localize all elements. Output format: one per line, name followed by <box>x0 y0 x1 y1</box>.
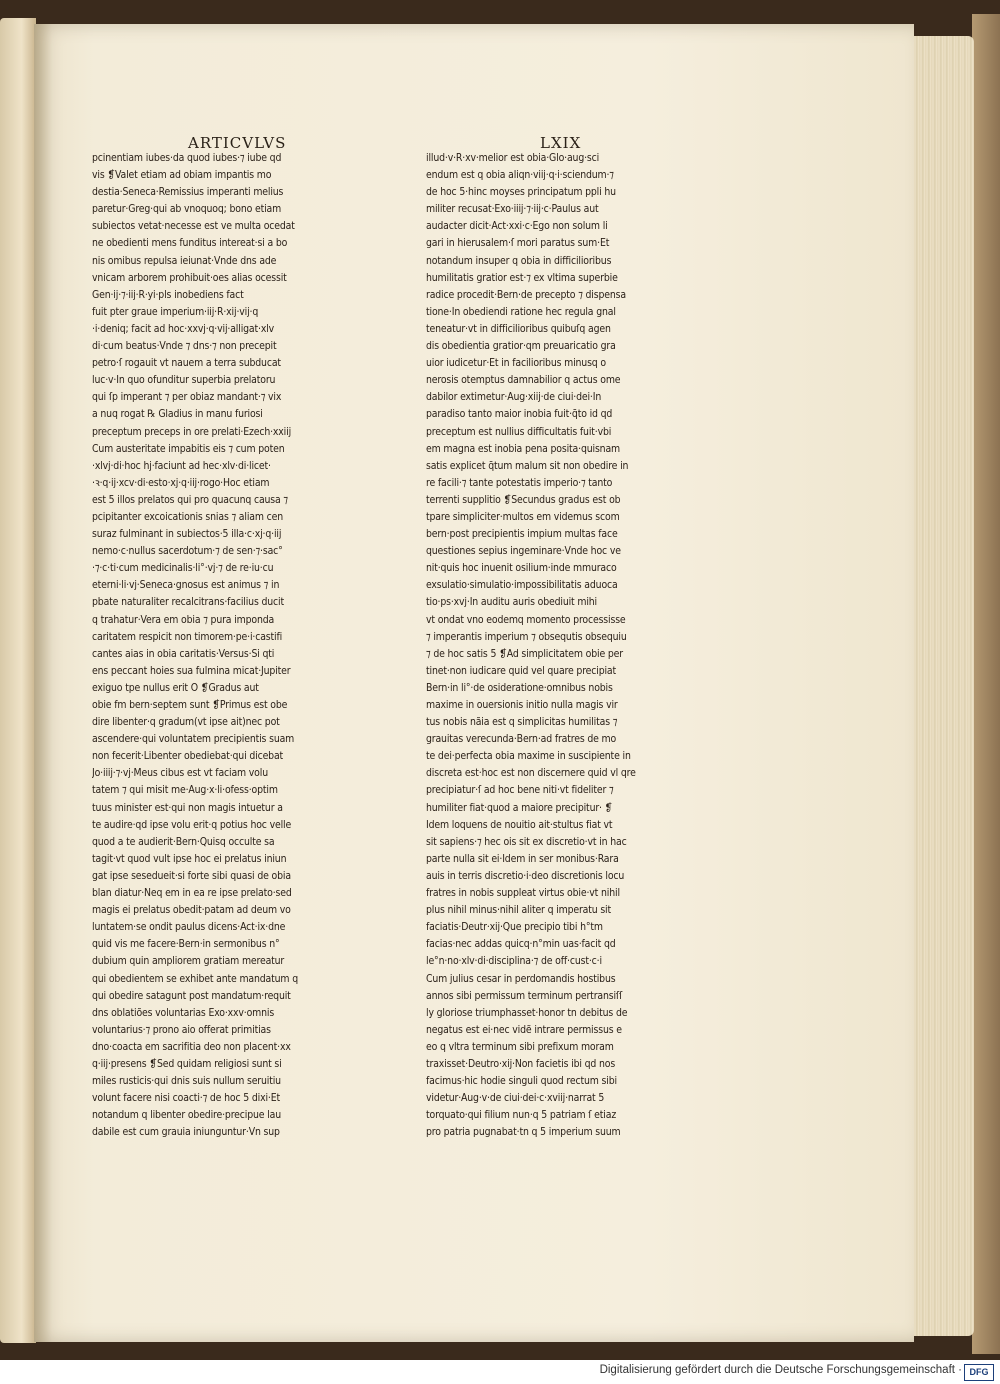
text-line: q·iij·presens ❡Sed quidam religiosi sunt si <box>92 1057 282 1070</box>
text-line: quid vis me facere·Bern·in sermonibus n° <box>92 938 280 951</box>
text-line: teneatur·vt in difficilioribus quibuſq agen <box>426 322 611 335</box>
text-line: cantes aias in obia caritatis·Versus·Si qti <box>92 647 275 660</box>
text-line: dabilor extimetur·Aug·xiij·de ciui·dei·In <box>426 391 602 404</box>
text-line: luntatem·se ondit paulus dicens·Act·ix·dne <box>92 921 286 934</box>
text-line: nit·quis hoc inuenit osilium·inde mmuraco <box>426 562 617 575</box>
text-line: non fecerit·Libenter obediebat·qui dicebat <box>92 750 284 763</box>
text-line: eterni·li·vj·Seneca·gnosus est animus ⁊ in <box>92 579 280 592</box>
text-line: facias·nec addas quicq·n°min uas·facit qd <box>426 938 616 951</box>
text-line: te audire·qd ipse volu erit·q potius hoc velle <box>92 818 292 831</box>
text-line: annos sibi permissum terminum pertransiſſ <box>426 989 623 1002</box>
text-line: preceptum est nullius difficultatis fuit·vbi <box>426 425 612 438</box>
text-line: miles rusticis·qui dnis suis nullum seruitiu <box>92 1075 281 1088</box>
text-line: suraz fulminant in subiectos·5 illa·c·xj·q·iij <box>92 528 282 541</box>
text-line: humiliter fiat·quod a maiore precipitur· ❡ <box>426 801 613 814</box>
text-line: ·xlvj·di·hoc hj·faciunt ad hec·xlv·di·licet· <box>92 459 271 472</box>
left-text-column <box>92 150 352 1141</box>
text-line: gari in hierusalem·ſ mori paratus sum·Et <box>426 237 610 250</box>
text-line: quod a te audierit·Bern·Quisq occulte sa <box>92 835 275 848</box>
text-line: luc·v·In quo ofunditur superbia prelatoru <box>92 374 276 387</box>
text-line: traxisset·Deutro·xij·Non facietis ibi qd nos <box>426 1057 616 1070</box>
text-line: em magna est inobia pena posita·quisnam <box>426 442 620 455</box>
text-line: dns oblatiões voluntarias Exo·xxv·omnis <box>92 1006 275 1019</box>
text-line: voluntarius·⁊ prono aio offerat primitias <box>92 1023 271 1036</box>
text-line: le°n·no·xlv·di·disciplina·⁊ de off·cust·c·i <box>426 955 602 968</box>
text-line: dubium quin ampliorem gratiam mereatur <box>92 955 285 968</box>
text-line: torquato·qui filium nun·q 5 patriam ſ etiaz <box>426 1109 617 1122</box>
text-line: pbate naturaliter recalcitrans·facilius ducit <box>92 596 285 609</box>
text-line: qui obedientem se exhibet ante mandatum q <box>92 972 298 985</box>
text-line: qui obedire satagunt post mandatum·requit <box>92 989 291 1002</box>
text-line: re facili·⁊ tante potestatis imperio·⁊ tanto <box>426 476 613 489</box>
text-line: maxime in ouersionis initio nulla magis vir <box>426 699 618 711</box>
text-line: tione·In obediendi ratione hec regula gnal <box>426 305 616 318</box>
text-line: caritatem respicit non timorem·pe·i·castifi <box>92 630 283 643</box>
text-line: preceptum preceps in ore prelati·Ezech·xxiij <box>92 425 292 438</box>
text-line: vt ondat vno eodemq momento processisse <box>426 613 626 626</box>
text-line: ·⁊·c·ti·cum medicinalis·li°·vj·⁊ de re·iu·cu <box>92 562 274 575</box>
text-line: auis in terris discretio·i·deo discretionis locu <box>426 869 625 882</box>
text-line: ·i·deniq; facit ad hoc·xxvj·q·vij·alligat·xlv <box>92 322 275 335</box>
text-line: parte nulla sit ei·Idem in ser monibus·Rara <box>426 852 619 865</box>
text-line: grauitas verecunda·Bern·ad fratres de mo <box>426 733 617 746</box>
text-line: exiguo tpe nullus erit O ❡Gradus aut <box>92 681 259 694</box>
text-line: qui ſp imperant ⁊ per obiaz mandant·⁊ vix <box>92 391 282 404</box>
text-line: ens peccant hoies sua fulmina micat·Jupiter <box>92 664 291 677</box>
text-line: sit sapiens·⁊ hec ois sit ex discretio·vt in hac <box>426 835 627 848</box>
text-line: exsulatio·simulatio·impossibilitatis aduoca <box>426 579 618 592</box>
text-line: audacter dicit·Act·xxi·c·Ego non solum li <box>426 220 608 233</box>
folio-number: LXIX <box>540 134 582 152</box>
text-line: dis obedientia gratior·qm preuaricatio gra <box>426 340 616 353</box>
text-line: nerosis otemptus damnabilior q actus ome <box>426 374 621 387</box>
text-line: questiones sepius ingeminare·Vnde hoc ve <box>426 545 621 558</box>
text-line: blan diatur·Neq em in ea re ipse prelato·sed <box>92 887 292 900</box>
text-line: ly gloriose triumphasset·honor tn debitus de <box>426 1006 628 1019</box>
text-line: Idem loquens de nouitio ait·stultus fiat vt <box>426 818 613 831</box>
text-line: eo q vltra terminum sibi prefixum moram <box>426 1040 614 1053</box>
text-line: Cum julius cesar in perdomandis hostibus <box>426 972 616 985</box>
text-line: militer recusat·Exo·iiij·⁊·iij·c·Paulus aut <box>426 203 599 216</box>
text-line: fuit pter graue imperium·iij·R·xij·vij·q <box>92 305 259 318</box>
text-line: tio·ps·xvj·In auditu auris obediuit mihi <box>426 596 597 609</box>
text-line: Gen·ij·⁊·iij·R·yi·pls inobediens fact <box>92 288 244 301</box>
text-line: uior iudicetur·Et in facilioribus minusq o <box>426 357 606 370</box>
text-line: notandum insuper q obia in difficilioribus <box>426 254 612 267</box>
text-line: notandum q libenter obedire·precipue lau <box>92 1109 281 1122</box>
footer-credit: Digitalisierung gefördert durch die Deutsche Forschungsgemeinschaft · <box>599 1364 962 1376</box>
text-line: negatus est ei·nec vidẽ intrare permissus e <box>426 1023 622 1036</box>
text-line: dire libenter·q gradum(vt ipse ait)nec pot <box>92 716 280 729</box>
text-line: discreta est·hoc est non discernere quid vl qre <box>426 767 636 780</box>
text-line: a nuq rogat ℞ Gladius in manu furiosi <box>92 408 263 421</box>
text-line: petro·ſ rogauit vt nauem a terra subducat <box>92 357 281 370</box>
text-line: subiectos vetat·necesse est ve multa ocedat <box>92 220 295 233</box>
text-line: pcipitanter excoicationis snias ⁊ aliam cen <box>92 510 284 523</box>
text-line: facimus·hic hodie singuli quod rectum sibi <box>426 1075 617 1088</box>
text-line: plus nihil minus·nihil aliter q imperatu sit <box>426 904 612 917</box>
right-text-column <box>426 150 686 1141</box>
text-line: paradiso tanto maior inobia fuit·q̄to id qd <box>426 408 613 421</box>
text-line: humilitatis gratior est·⁊ ex vltima superbie <box>426 271 618 284</box>
text-line: magis ei prelatus obedit·patam ad deum vo <box>92 904 291 917</box>
text-line: tagit·vt quod vult ipse hoc ei prelatus iniun <box>92 852 287 865</box>
text-line: Bern·in li°·de osideratione·omnibus nobis <box>426 681 613 694</box>
text-line: nemo·c·nullus sacerdotum·⁊ de sen·⁊·sac° <box>92 545 283 558</box>
text-line: satis explicet q̄tum malum sit non obedire in <box>426 459 629 472</box>
book-cover-edge <box>972 14 1000 1354</box>
text-line: pro patria pugnabat·tn q 5 imperium suum <box>426 1126 621 1139</box>
text-line: di·cum beatus·Vnde ⁊ dns·⁊ non precepit <box>92 340 277 353</box>
text-line: ·ꝛ·q·ij·xcv·di·esto·xj·q·iij·rogo·Hoc etiam <box>92 476 270 489</box>
dfg-logo: DFG <box>964 1364 994 1381</box>
text-line: destia·Seneca·Remissius imperanti melius <box>92 186 284 199</box>
text-line: bern·post precipientis impium multas face <box>426 528 618 541</box>
text-line: te dei·perfecta obia maxime in suscipiente in <box>426 750 631 763</box>
text-line: ne obedienti mens funditus intereat·si a bo <box>92 237 288 250</box>
left-page-edge <box>0 18 36 1343</box>
text-line: ⁊ imperantis imperium ⁊ obsequtis obsequiu <box>426 630 627 643</box>
text-line: dabile est cum grauia iniunguntur·Vn sup <box>92 1126 280 1139</box>
text-line: tus nobis nãia est q simplicitas humilitas ⁊ <box>426 716 618 729</box>
text-line: vnicam arborem prohibuit·oes alias ocessit <box>92 271 287 284</box>
text-line: tatem ⁊ qui misit me·Aug·x·li·ofess·optim <box>92 784 278 797</box>
text-line: obie fm bern·septem sunt ❡Primus est obe <box>92 699 288 711</box>
text-line: gat ipse sesedueit·si forte sibi quasi de obia <box>92 869 291 882</box>
text-line: endum est q obia aliqn·viij·q·i·sciendum·⁊ <box>426 169 614 182</box>
running-head: ARTICVLVS <box>188 134 287 152</box>
text-line: precipiatur·ſ ad hoc bene niti·vt fideliter ⁊ <box>426 784 614 797</box>
text-line: pcinentiam iubes·da quod iubes·⁊ iube qd <box>92 152 282 164</box>
text-line: tpare simpliciter·multos em videmus scom <box>426 510 620 523</box>
text-line: videtur·Aug·v·de ciui·dei·c·xviij·narrat 5 <box>426 1092 605 1105</box>
footer-bar <box>0 1360 1000 1384</box>
text-line: tinet·non iudicare quid vel quare precipiat <box>426 664 617 677</box>
text-line: fratres in nobis suppleat virtus obie·vt nihil <box>426 887 620 900</box>
text-line: nis omibus repulsa ieiunat·Vnde dns ade <box>92 254 277 267</box>
text-line: ⁊ de hoc satis 5 ❡Ad simplicitatem obie per <box>426 647 623 660</box>
text-line: de hoc 5·hinc moyses principatum ppli hu <box>426 186 616 199</box>
text-line: Jo·iiij·⁊·vj·Meus cibus est vt faciam volu <box>92 767 268 780</box>
text-line: faciatis·Deutr·xij·Que precipio tibi h°tm <box>426 921 603 934</box>
text-line: Cum austeritate impabitis eis ⁊ cum poten <box>92 442 285 455</box>
text-line: illud·v·R·xv·melior est obia·Glo·aug·sci <box>426 152 600 164</box>
text-line: est 5 illos prelatos qui pro quacunq causa ⁊ <box>92 493 288 506</box>
text-line: tuus minister est·qui non magis intuetur a <box>92 801 283 814</box>
text-line: q trahatur·Vera em obia ⁊ pura imponda <box>92 613 275 626</box>
text-line: dno·coacta em sacrifitia deo non placent·xx <box>92 1040 291 1053</box>
text-line: vis ❡Valet etiam ad obiam impantis mo <box>92 169 272 182</box>
text-line: radice procedit·Bern·de precepto ⁊ dispensa <box>426 288 626 301</box>
text-line: volunt facere nisi coacti·⁊ de hoc 5 dixi·Et <box>92 1092 281 1105</box>
text-line: paretur·Greg·qui ab vnoquoq; bono etiam <box>92 203 282 216</box>
text-line: terrenti supplitio ❡Secundus gradus est ob <box>426 493 621 506</box>
text-line: ascendere·qui voluntatem precipientis suam <box>92 733 295 746</box>
